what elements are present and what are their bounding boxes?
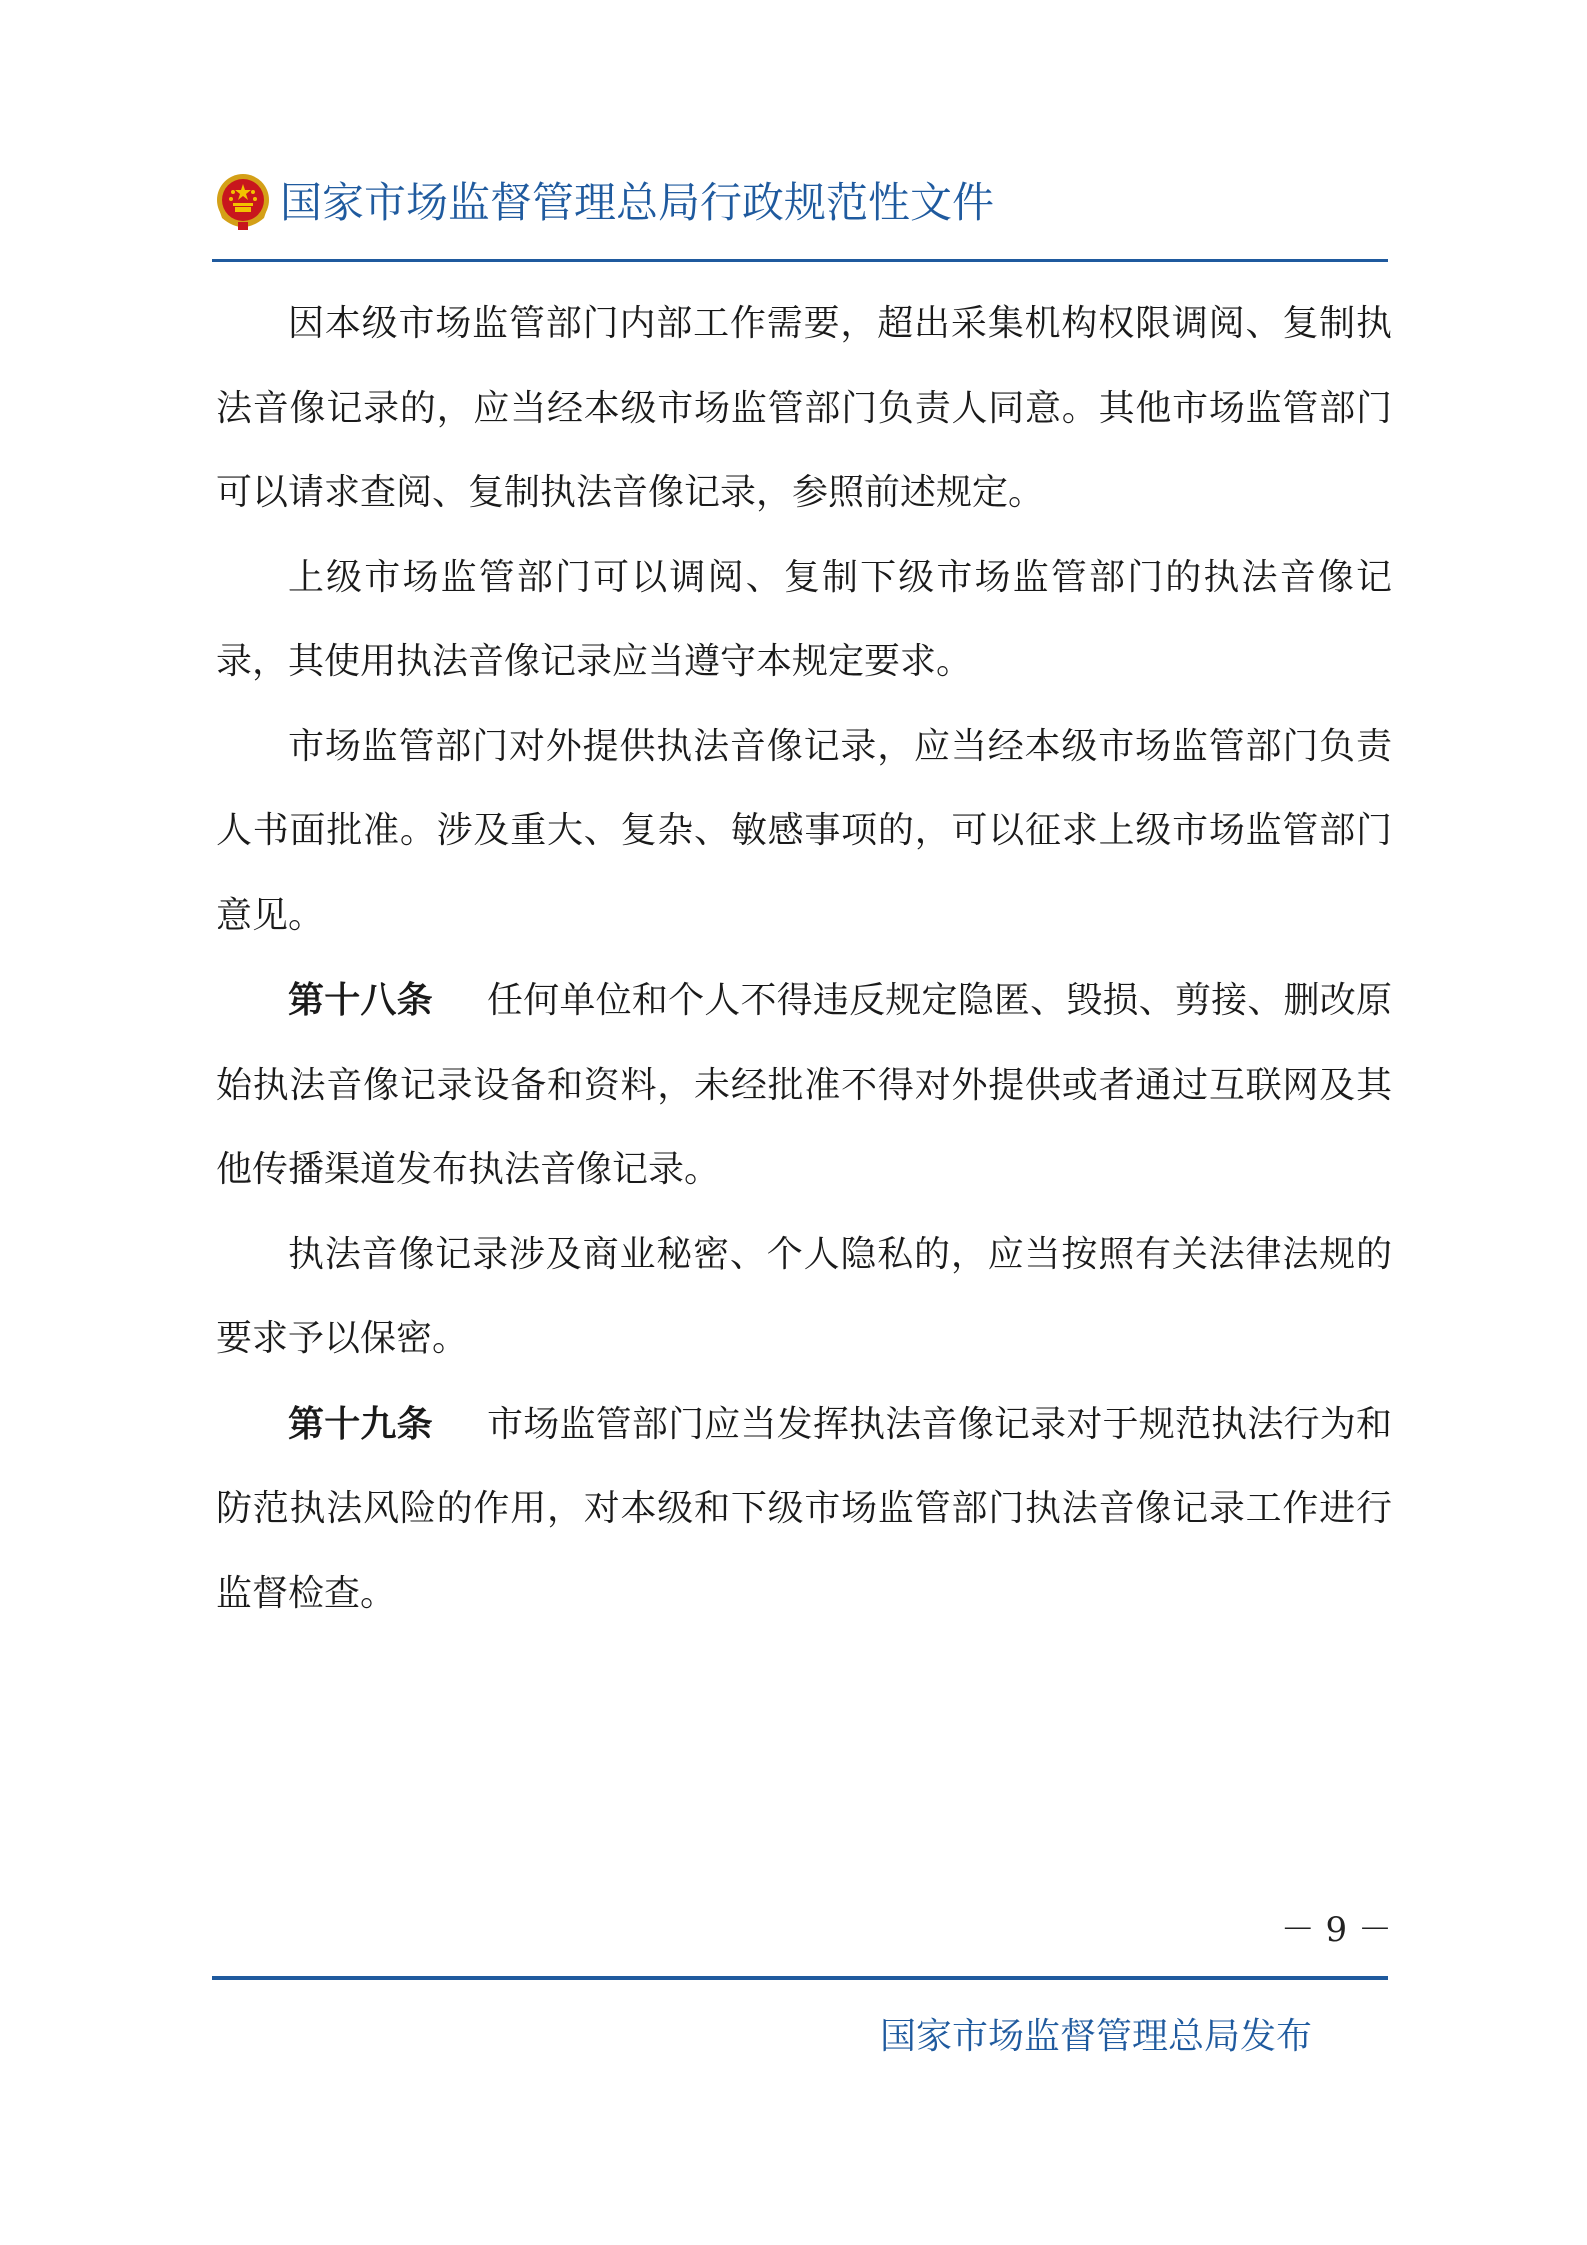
paragraph-text: 因本级市场监管部门内部工作需要，超出采集机构权限调阅、复制执法音像记录的，应当经本级市场监管部门负责人同意。其他市场监管部门可以请求查阅、复制执法音像记录，参照前述规定。 <box>216 303 1392 513</box>
article-paragraph <box>216 958 1392 1213</box>
header-divider <box>212 259 1388 262</box>
document-header <box>214 168 1394 238</box>
paragraph-text: 市场监管部门应当发挥执法音像记录对于规范执法行为和防范执法风险的作用，对本级和下级市场监管部门执法音像记录工作进行监督检查。 <box>216 1403 1392 1614</box>
paragraph-text: 任何单位和个人不得违反规定隐匿、毁损、剪接、删改原始执法音像记录设备和资料，未经批准不得对外提供或者通过互联网及其他传播渠道发布执法音像记录。 <box>216 980 1392 1190</box>
paragraph <box>216 536 1392 705</box>
document-body <box>216 282 1392 1636</box>
paragraph-text: 执法音像记录涉及商业秘密、个人隐私的，应当按照有关法律法规的要求予以保密。 <box>216 1233 1392 1359</box>
paragraph-text: 市场监管部门对外提供执法音像记录，应当经本级市场监管部门负责人书面批准。涉及重大、复杂、敏感事项的，可以征求上级市场监管部门意见。 <box>216 725 1392 936</box>
paragraph-text: 上级市场监管部门可以调阅、复制下级市场监管部门的执法音像记录，其使用执法音像记录应当遵守本规定要求。 <box>216 556 1392 682</box>
publisher-footer: 国家市场监督管理总局发布 <box>880 2016 1313 2057</box>
paragraph <box>216 705 1392 959</box>
document-header-title: 国家市场监督管理总局行政规范性文件 <box>280 178 995 227</box>
article-number: 第十九条 <box>288 1402 433 1445</box>
page-number: － 9 － <box>1280 1910 1392 1950</box>
article-number: 第十八条 <box>288 979 433 1021</box>
national-emblem-icon <box>214 172 272 232</box>
paragraph <box>216 282 1392 536</box>
paragraph <box>216 1213 1392 1382</box>
footer-divider <box>212 1976 1388 1980</box>
article-paragraph <box>216 1382 1392 1637</box>
